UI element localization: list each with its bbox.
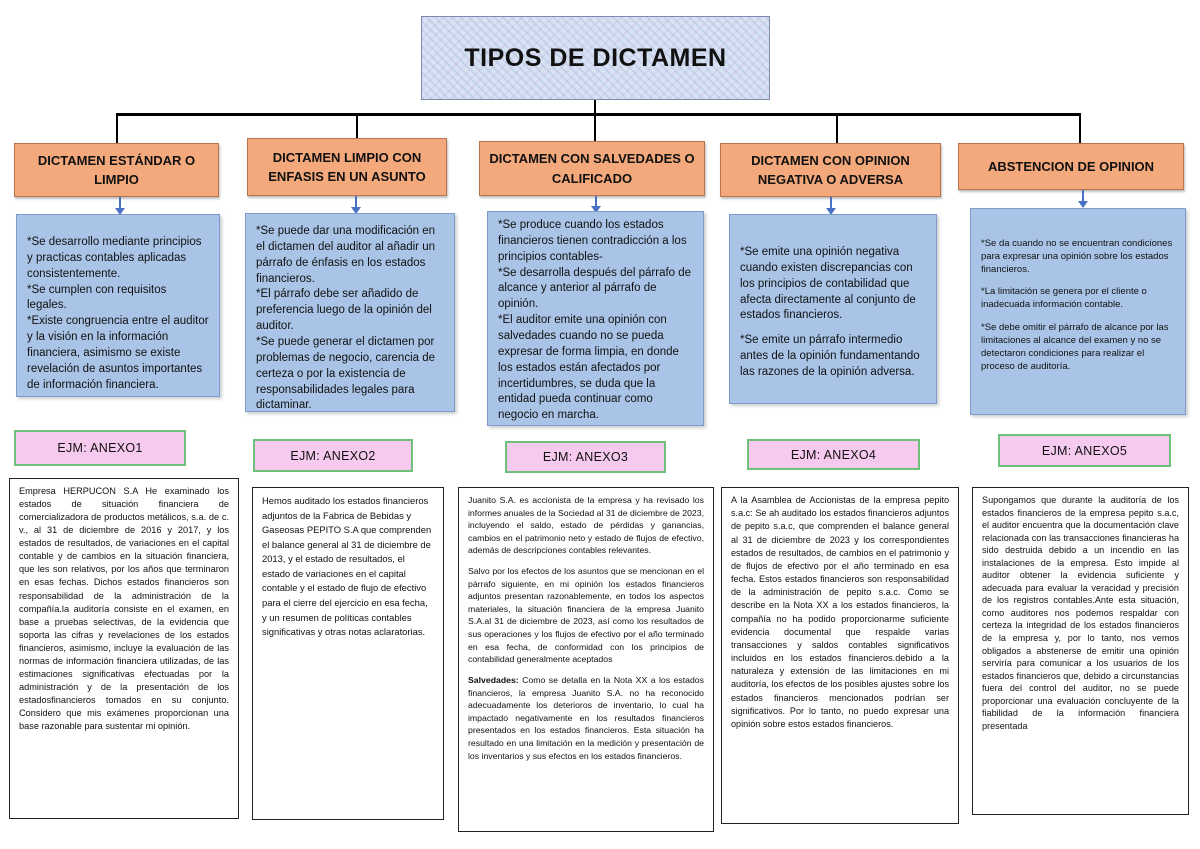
example-text	[468, 674, 704, 762]
ejm-label-2: EJM: ANEXO2	[253, 439, 413, 472]
description-box-1	[16, 214, 220, 397]
bullet-text: *Se debe omitir el párrafo de alcance por las limitaciones al alcance del examen y no se detectaron condiciones para realizar el proceso de auditoría.	[981, 321, 1169, 372]
description-box-5	[970, 208, 1186, 415]
bullet-text: *Se desarrolla después del párrafo de alcance y anterior al párrafo de opinión.	[498, 266, 692, 311]
diagram-title: TIPOS DE DICTAMEN	[464, 43, 727, 72]
arrow-icon	[826, 197, 836, 215]
header-dictamen-estandar: DICTAMEN ESTÁNDAR O LIMPIO	[14, 143, 219, 197]
connector-vertical-main	[594, 100, 596, 114]
example-text: A la Asamblea de Accionistas de la empresa pepito s.a.c: Se ah auditado los estados financieros adjuntos de pepito s.a.c, que comprenden el balance general al 31 de diciembre de 2023 y los correspondientes estados de resultados, de cambios en el patrimonio y de flujos de efectivo por el año terminado en esa fecha. Estos estados financieros son responsabilidad de la administración de pepito s.a.c. Como se describe en la Nota XX a los estados financieros, la compañía no ha podido proporcionarme suficiente evidencia documental que respalde varias transacciones y saldos contables significativos incluidos en los estados financieros.debido a la naturaleza y extensión de las limitaciones en mi auditoría, los efectos de los posibles ajustes sobre los estados financieros mencionados podrían ser significativos. Por lo tanto, no puedo expresar una opinión sobre estos estados financieros.	[731, 495, 949, 729]
salvedades-label: Salvedades:	[468, 674, 519, 685]
header-dictamen-salvedades: DICTAMEN CON SALVEDADES O CALIFICADO	[479, 141, 705, 196]
bullet-text: *Se emite una opinión negativa cuando existen discrepancias con los principios de contabilidad que afecta directamente al conjunto de estados financieros.	[740, 246, 916, 322]
bullet-text: *El auditor emite una opinión con salvedades cuando no se pueda expresar de forma limpia, en donde los estados están afectados por incertidumbres, se duda que la entidad pueda continuar como negocio en marcha.	[498, 314, 679, 422]
title-box	[421, 16, 770, 100]
header-dictamen-negativa: DICTAMEN CON OPINION NEGATIVA O ADVERSA	[720, 143, 941, 197]
bullet-text: *El párrafo debe ser añadido de preferencia luego de la opinión del auditor.	[256, 288, 432, 333]
connector-drop-1	[116, 113, 118, 143]
connector-horizontal	[116, 113, 1081, 116]
bullet-text: *Se emite un párrafo intermedio antes de la opinión fundamentando las razones de la opinión adversa.	[740, 334, 920, 379]
bullet-text: *Se puede generar el dictamen por problemas de negocio, carencia de certeza o por la existencia de responsabilidades legales para dictaminar.	[256, 336, 436, 412]
bullet-text: *Existe congruencia entre el auditor y la visión en la información financiera, asimismo se existe revelación de asuntos importantes de información financiera.	[27, 315, 209, 391]
connector-drop-2	[356, 113, 358, 139]
example-box-4	[721, 487, 959, 824]
bullet-text: *La limitación se genera por el cliente o inadecuada información contable.	[981, 286, 1147, 311]
ejm-label-1: EJM: ANEXO1	[14, 430, 186, 466]
example-box-2	[252, 487, 444, 820]
bullet-text: *Se cumplen con requisitos legales.	[27, 283, 167, 312]
header-dictamen-enfasis: DICTAMEN LIMPIO CON ENFASIS EN UN ASUNTO	[247, 138, 447, 196]
salvedades-text: Como se detalla en la Nota XX a los estados financieros, la empresa Juanito S.A. no ha reconocido adecuadamente los deterioros de inventario, lo cual ha impactado negativamente en los resultados financieros presentados en los estados financieros. Esta situación ha resultado en una limitación en la medición y presentación de los inventarios y sus efectos en los estados financieros.	[468, 674, 704, 761]
ejm-label-3: EJM: ANEXO3	[505, 441, 666, 473]
example-text: Juanito S.A. es accionista de la empresa y ha revisado los informes anuales de la Sociedad al 31 de diciembre de 2023, incluyendo el saldo, estado de pérdidas y ganancias, cambios en el patrimonio neto y estado de flujos de efectivo, además de descripciones contables relevantes.	[468, 495, 704, 556]
bullet-text: *Se da cuando no se encuentran condiciones para expresar una opinión sobre los estados financieros.	[981, 238, 1173, 276]
ejm-label-4: EJM: ANEXO4	[747, 439, 920, 470]
example-text: Supongamos que durante la auditoría de los estados financieros de la empresa pepito s.a.c, el auditor encuentra que la documentación clave relacionada con las transacciones financieras ha sido destruida debido a un incendio en las instalaciones de la empresa. Esto impide al auditor obtener la evidencia suficiente y adecuada para evaluar la veracidad y precisión de los registros contables.Ante esta situación, como auditores nos podemos respaldar con certeza la integridad de los estados financieros de la empresa y, por lo tanto, nos vemos obligados a abstenerse de emitir una opinión serviría para comunicar a los usuarios de los estados financieros que, debido a circunstancias fuera del control del auditor, no se puede proporcionar una evaluación concluyente de la fiabilidad de la información financiera presentada	[982, 495, 1179, 731]
ejm-label-5: EJM: ANEXO5	[998, 434, 1171, 467]
arrow-icon	[351, 196, 361, 214]
bullet-text: *Se puede dar una modificación en el dictamen del auditor al añadir un párrafo de énfasis en los estados financieros.	[256, 225, 436, 285]
description-box-2	[245, 213, 455, 412]
example-text: Salvo por los efectos de los asuntos que se mencionan en el párrafo siguiente, en mi opinión los estados financieros adjuntos presentan razonablemente, en todos los aspectos materiales, la situación financiera de la empresa Juanito S.A.al 31 de diciembre de 2023, así como los resultados de sus operaciones y los flujos de efectivo por el año terminado en esa fecha, de conformidad con los principios de contabilidad generalmente aceptados	[468, 566, 704, 665]
example-box-1	[9, 478, 239, 819]
connector-drop-3	[594, 113, 596, 141]
bullet-text: *Se desarrollo mediante principios y practicas contables aplicadas consistentemente.	[27, 236, 202, 280]
example-text: Hemos auditado los estados financieros adjuntos de la Fabrica de Bebidas y Gaseosas PEPITO S.A que comprenden el balance general al 31 de diciembre de 2013, y el estado de resultados, el estado de variaciones en el capital contable y el estado de flujo de efectivo para el cierre del ejercicio en esa fecha, y un resumen de políticas contables significativas y otras notas aclaratorias.	[262, 495, 432, 638]
connector-drop-5	[1079, 113, 1081, 143]
arrow-icon	[115, 197, 125, 215]
header-abstencion: ABSTENCION DE OPINION	[958, 143, 1184, 190]
example-text: Empresa HERPUCON S.A He examinado los estados de situación financiera de comercializadora de productos metálicos, s.a. de c. v., al 31 de diciembre de 2016 y 2017, y los estados de resultados, de variaciones en el capital contable y de cambios en la situación financiera, que les son relativos, por los años que terminaron en esas fechas. Dichos estados financieros son responsabilidad de la administración de la compañía.la auditoría consiste en el examen, en base a pruebas selectivas, de la evidencia que soporta las cifras y revelaciones de los estados financieros, asimismo, incluye la evaluación de las normas de información financiera utilizadas, de las estimaciones significativas efectuadas por la administración y de la presentación de los estadosfinancieros tomados en su conjunto. Considero que mis exámenes proporcionan una base razonable para sustentar mi opinión.	[19, 486, 229, 732]
bullet-text: *Se produce cuando los estados financieros tienen contradicción a los principios contables-	[498, 219, 687, 263]
description-box-3	[487, 211, 704, 426]
example-box-3	[458, 487, 714, 832]
arrow-icon	[1078, 190, 1088, 208]
example-box-5	[972, 487, 1189, 815]
connector-drop-4	[836, 113, 838, 143]
description-box-4	[729, 214, 937, 404]
